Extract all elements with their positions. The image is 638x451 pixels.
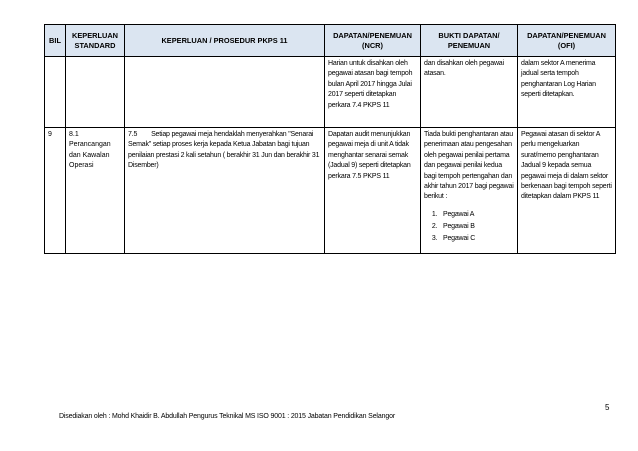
audit-findings-table: [44, 24, 616, 254]
list-item: 1. Pegawai A: [439, 209, 514, 221]
cell-bil: 9: [45, 128, 66, 254]
cell-ofi: Pegawai atasan di sektor A perlu mengeluarkan surat/memo penghantaran Jadual 9 kepada semua pegawai meja di dalam sektor berkenaan bagi tempoh seperti ditetapkan dalam PKPS 11: [518, 128, 616, 254]
header-keperluan-standard: KEPERLUAN STANDARD: [66, 25, 125, 57]
page-number: 5: [605, 403, 610, 412]
cell-bukti: [421, 128, 518, 254]
cell-standard: [66, 57, 125, 128]
header-ncr: DAPATAN/PENEMUAN (NCR): [325, 25, 421, 57]
list-item: 2. Pegawai B: [439, 221, 514, 233]
table-row: [45, 57, 616, 128]
header-bukti: BUKTI DAPATAN/ PENEMUAN: [421, 25, 518, 57]
cell-bukti: dan disahkan oleh pegawai atasan.: [421, 57, 518, 128]
header-ofi: DAPATAN/PENEMUAN (OFI): [518, 25, 616, 57]
cell-prosedur: 7.5 Setiap pegawai meja hendaklah menyerahkan "Senarai Semak" setiap proses kerja kepada Ketua Jabatan bagi tujuan penilaian prestasi 2 kali setahun ( berakhir 31 Jun dan berakhir 31 Disember): [125, 128, 325, 254]
table-row: [45, 128, 616, 254]
cell-bil: [45, 57, 66, 128]
cell-ofi: dalam sektor A menerima jadual serta tempoh penghantaran Log Harian seperti ditetapkan.: [518, 57, 616, 128]
header-keperluan-prosedur: KEPERLUAN / PROSEDUR PKPS 11: [125, 25, 325, 57]
cell-ncr: Harian untuk disahkan oleh pegawai atasan bagi tempoh bulan April 2017 hingga Julai 2017 seperti ditetapkan perkara 7.4 PKPS 11: [325, 57, 421, 128]
page-footer: Disediakan oleh : Mohd Khaidir B. Abdullah Pengurus Teknikal MS ISO 9001 : 2015 Jabatan Pendidikan Selangor: [59, 413, 395, 420]
cell-ncr: Dapatan audit menunjukkan pegawai meja di unit A tidak menghantar senarai semak (Jadual 9) seperti ditetapkan perkara 7.5 PKPS 11: [325, 128, 421, 254]
header-bil: BIL: [45, 25, 66, 57]
pegawai-list: [424, 209, 514, 245]
list-item: 3. Pegawai C: [439, 233, 514, 245]
bukti-text: Tiada bukti penghantaran atau penerimaan atau pengesahan oleh pegawai penilai pertama dan pegawai penilai kedua bagi tempoh pertengahan dan akhir tahun 2017 bagi pegawai berikut :: [424, 131, 514, 201]
cell-standard: 8.1 Perancangan dan Kawalan Operasi: [66, 128, 125, 254]
cell-prosedur: [125, 57, 325, 128]
table-header-row: [45, 25, 616, 57]
